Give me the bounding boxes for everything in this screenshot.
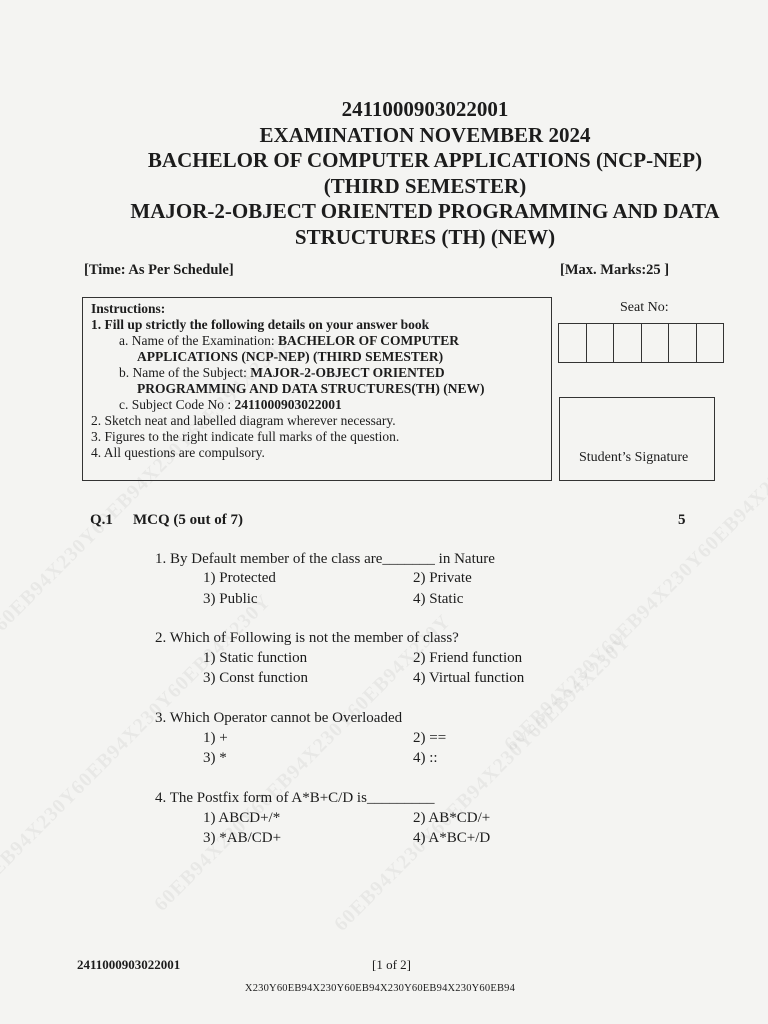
instruction-1a-prefix: a. Name of the Examination: [119,333,278,348]
exam-header [0,97,768,250]
instruction-1b [91,365,543,381]
time-label: [Time: As Per Schedule] [84,262,234,278]
instruction-1b-value: MAJOR-2-OBJECT ORIENTED [250,365,445,380]
mcq-option: 4) Static [413,591,464,607]
max-marks-label: [Max. Marks:25 ] [560,262,670,278]
mcq-option: 1) Static function [203,650,308,666]
mcq-option: 2) Private [413,570,472,586]
seat-no-cell [558,323,587,363]
seat-no-cell [696,323,725,363]
mcq-option: 3) *AB/CD+ [203,830,282,846]
seat-no-label: Seat No: [620,300,669,315]
mcq-stem: 4. The Postfix form of A*B+C/D is_________ [155,790,435,806]
instructions-box [82,297,552,481]
mcq-option: 2) Friend function [413,650,523,666]
semester: (THIRD SEMESTER) [323,173,527,198]
instruction-3: 3. Figures to the right indicate full marks of the question. [91,429,400,444]
signature-label: Student’s Signature [579,450,689,465]
mcq-option: 3) Const function [203,670,308,686]
instruction-1c-value: 2411000903022001 [234,397,342,412]
question-marks: 5 [678,512,686,528]
mcq-option: 1) ABCD+/* [203,810,281,826]
mcq-stem: 1. By Default member of the class are_______ in Nature [155,551,495,567]
page-number: [1 of 2] [372,957,411,972]
instruction-2: 2. Sketch neat and labelled diagram wherever necessary. [91,413,396,428]
seat-no-cell [641,323,670,363]
seat-no-cell [668,323,697,363]
question-number: Q.1 [90,512,113,528]
mcq-option: 4) A*BC+/D [413,830,491,846]
mcq-option: 3) * [203,750,227,766]
program-name: BACHELOR OF COMPUTER APPLICATIONS (NCP-NEP) [147,148,703,172]
seat-no-cell [613,323,642,363]
subject-line-2: STRUCTURES (TH) (NEW) [294,224,556,249]
exam-code: 2411000903022001 [341,97,509,121]
instructions-title: Instructions: [91,301,166,316]
mcq-option: 1) + [203,730,228,746]
mcq-option: 3) Public [203,591,258,607]
question-title: MCQ (5 out of 7) [133,512,243,528]
seat-no-cell [586,323,615,363]
instruction-1a-value: BACHELOR OF COMPUTER [277,333,459,348]
instruction-4: 4. All questions are compulsory. [91,445,265,460]
subject-line-1: MAJOR-2-OBJECT ORIENTED PROGRAMMING AND DATA [130,199,720,223]
mcq-stem: 2. Which of Following is not the member of class? [155,630,459,646]
instruction-1: 1. Fill up strictly the following details on your answer book [91,317,430,332]
instruction-1b-prefix: b. Name of the Subject: [119,365,251,380]
footer-code: 2411000903022001 [77,957,181,972]
seat-no-grid [559,323,724,363]
watermark-text [500,450,768,756]
exam-session: EXAMINATION NOVEMBER 2024 [259,122,591,147]
instruction-1a [91,333,543,349]
mcq-option: 4) :: [413,750,438,766]
instruction-1b-value-cont: PROGRAMMING AND DATA STRUCTURES(TH) (NEW) [137,381,485,396]
mcq-stem: 3. Which Operator cannot be Overloaded [155,710,403,726]
signature-box [559,397,715,481]
instruction-1a-value-cont: APPLICATIONS (NCP-NEP) (THIRD SEMESTER) [137,349,444,364]
instruction-1c [91,397,543,413]
mcq-option: 2) == [413,730,447,746]
tracking-code: X230Y60EB94X230Y60EB94X230Y60EB94X230Y60EB94 [244,983,516,994]
mcq-option: 4) Virtual function [413,670,525,686]
instruction-1c-prefix: c. Subject Code No : [119,397,235,412]
mcq-option: 2) AB*CD/+ [413,810,491,826]
mcq-option: 1) Protected [203,570,276,586]
